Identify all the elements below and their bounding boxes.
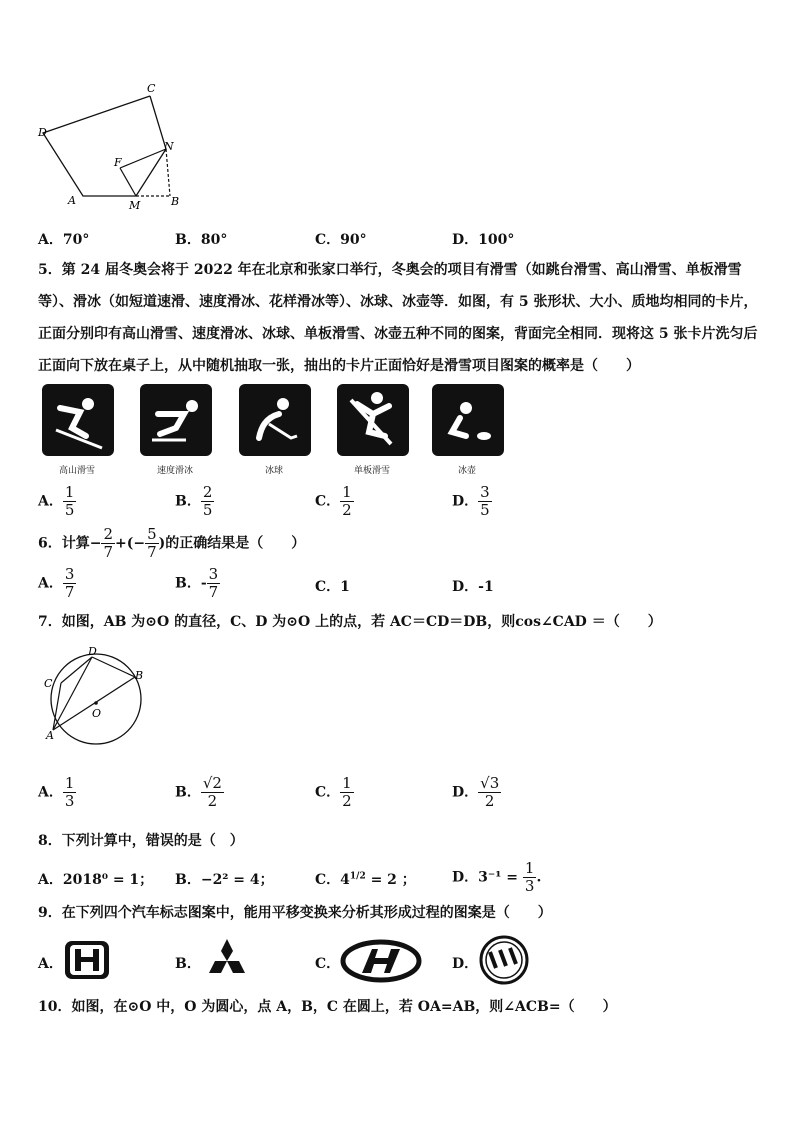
hyundai-logo-icon	[340, 939, 422, 983]
q6-option-c[interactable]: C．1	[315, 579, 350, 595]
quadrilateral-figure	[30, 78, 190, 213]
q5-option-c[interactable]: C． $\frac{1}{2}$	[315, 483, 352, 519]
q7-option-c[interactable]: C． $\frac{1}{2}$	[315, 774, 352, 810]
vertex-label-d: D	[38, 126, 47, 139]
q9-option-c-label[interactable]: C．	[315, 956, 341, 972]
card-label: 单板滑雪	[353, 466, 390, 476]
q8-question-text: 8．下列计算中，错误的是（ ）	[38, 833, 244, 849]
q9-option-d-label[interactable]: D．	[452, 956, 479, 972]
buick-logo-icon	[478, 934, 530, 986]
q8-option-a[interactable]: A．2018⁰ = 1；	[38, 872, 154, 888]
q5-option-d[interactable]: D． $\frac{3}{5}$	[452, 483, 490, 519]
vertex-label-a: A	[68, 194, 76, 207]
q7-option-b[interactable]: B． $\frac{√2}{2}$	[175, 774, 222, 810]
vertex-label-b: B	[171, 195, 180, 208]
speed-skating-card	[140, 384, 212, 456]
point-label-c: C	[44, 677, 53, 690]
snowboard-icon	[337, 384, 409, 456]
q7-question-text: 7．如图，AB 为⊙O 的直径，C、D 为⊙O 上的点，若 AC＝CD＝DB，则cos∠CAD ＝（ ）	[38, 614, 662, 630]
q4-option-c[interactable]: C．90°	[315, 232, 367, 248]
curling-card	[432, 384, 504, 456]
ice-hockey-card	[239, 384, 311, 456]
card-label: 高山滑雪	[58, 466, 95, 476]
point-label-d: D	[88, 645, 97, 658]
vertex-label-c: C	[147, 82, 156, 95]
q6-option-d[interactable]: D．-1	[452, 579, 494, 595]
q6-question-text: 6．计算− $\frac{2}{7}$ +(− $\frac{5}{7}$ )的正确结果是（ ）	[38, 525, 306, 561]
q10-question-text: 10．如图，在⊙O 中，O 为圆心，点 A，B，C 在圆上，若 OA=AB，则∠ACB=（ ）	[38, 999, 617, 1015]
vertex-label-f: F	[114, 156, 122, 169]
vertex-label-n: N	[164, 140, 174, 153]
speed-skating-icon	[140, 384, 212, 456]
q7-option-a[interactable]: A． $\frac{1}{3}$	[38, 774, 75, 810]
point-label-o: O	[92, 707, 102, 720]
q9-option-b-label[interactable]: B．	[175, 956, 201, 972]
q4-option-a[interactable]: A．70°	[38, 232, 90, 248]
card-label: 速度滑冰	[156, 466, 193, 476]
q8-option-c[interactable]: C．$4^{1/2} = 2$ ；	[315, 871, 416, 888]
vertex-label-m: M	[129, 199, 141, 212]
q6-option-a[interactable]: A． $\frac{3}{7}$	[38, 565, 75, 601]
q8-option-d[interactable]: D．3⁻¹ = $\frac{1}{3}$ .	[452, 859, 542, 895]
q7-option-d[interactable]: D． $\frac{√3}{2}$	[452, 774, 500, 810]
snowboard-card	[337, 384, 409, 456]
q8-option-b[interactable]: B．−2² = 4；	[175, 872, 274, 888]
q4-option-b[interactable]: B．80°	[175, 232, 228, 248]
q5-question-text: 5．第 24 届冬奥会将于 2022 年在北京和张家口举行，冬奥会的项目有滑雪（如跳台滑雪、高山滑雪、单板滑雪等）、滑冰（如短道速滑、速度滑冰、花样滑冰等）、冰球、冰壶等．如图，有 5 张形状、大小、质地均相同的卡片，正面分别印有高山滑雪、速度滑冰、冰球、单板滑雪、冰壶五种不同的图案，背面完全相同．现将这 5 张卡片洗匀后正面向下放在桌子上，从中随机抽取一张，抽出的卡片正面恰好是滑雪项目图案的概率是（ ）	[38, 262, 758, 374]
q5-option-a[interactable]: A． $\frac{1}{5}$	[38, 483, 75, 519]
mitsubishi-logo-icon	[201, 937, 253, 983]
card-label: 冰球	[264, 466, 283, 476]
q9-option-a-label[interactable]: A．	[38, 956, 63, 972]
curling-icon	[432, 384, 504, 456]
ice-hockey-icon	[239, 384, 311, 456]
q6-option-b[interactable]: B．- $\frac{3}{7}$	[175, 565, 219, 601]
honda-logo-icon	[63, 939, 111, 981]
q5-option-b[interactable]: B． $\frac{2}{5}$	[175, 483, 213, 519]
alpine-skiing-card	[42, 384, 114, 456]
q4-option-d[interactable]: D．100°	[452, 232, 515, 248]
q9-question-text: 9．在下列四个汽车标志图案中，能用平移变换来分析其形成过程的图案是（ ）	[38, 905, 552, 921]
point-label-a: A	[46, 729, 54, 742]
circle-figure	[38, 645, 153, 745]
card-label: 冰壶	[457, 466, 476, 476]
alpine-skiing-icon	[42, 384, 114, 456]
point-label-b: B	[135, 669, 144, 682]
